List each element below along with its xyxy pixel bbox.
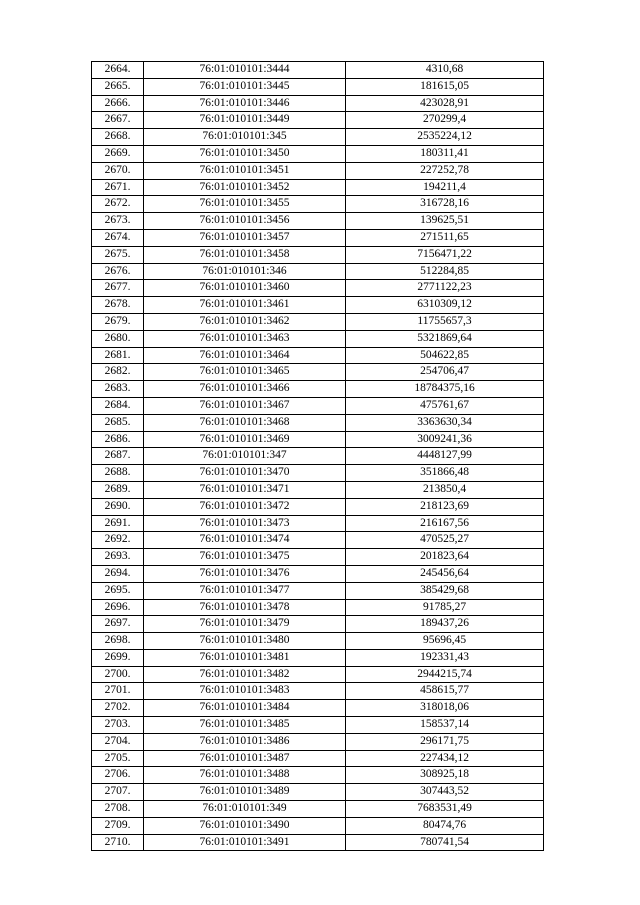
- cadastral-number-cell: 76:01:010101:3488: [144, 767, 346, 784]
- value-cell: 181615,05: [346, 78, 544, 95]
- value-cell: 3009241,36: [346, 431, 544, 448]
- cadastral-number-cell: 76:01:010101:3485: [144, 717, 346, 734]
- table-row: [92, 465, 544, 482]
- row-number-cell: 2672.: [92, 196, 144, 213]
- value-cell: 201823,64: [346, 549, 544, 566]
- row-number-cell: 2702.: [92, 700, 144, 717]
- value-cell: 227434,12: [346, 750, 544, 767]
- table-row: [92, 213, 544, 230]
- table-row: [92, 565, 544, 582]
- cadastral-number-cell: 76:01:010101:345: [144, 129, 346, 146]
- cadastral-number-cell: 76:01:010101:3466: [144, 381, 346, 398]
- table-row: [92, 498, 544, 515]
- row-number-cell: 2693.: [92, 549, 144, 566]
- cadastral-number-cell: 76:01:010101:3451: [144, 162, 346, 179]
- cadastral-number-cell: 76:01:010101:3470: [144, 465, 346, 482]
- row-number-cell: 2668.: [92, 129, 144, 146]
- value-cell: 192331,43: [346, 649, 544, 666]
- value-cell: 180311,41: [346, 145, 544, 162]
- value-cell: 475761,67: [346, 397, 544, 414]
- value-cell: 4310,68: [346, 62, 544, 79]
- cadastral-number-cell: 76:01:010101:3452: [144, 179, 346, 196]
- table-row: [92, 95, 544, 112]
- cadastral-number-cell: 76:01:010101:3473: [144, 515, 346, 532]
- row-number-cell: 2671.: [92, 179, 144, 196]
- table-row: [92, 364, 544, 381]
- value-cell: 270299,4: [346, 112, 544, 129]
- value-cell: 308925,18: [346, 767, 544, 784]
- value-cell: 216167,56: [346, 515, 544, 532]
- cadastral-number-cell: 76:01:010101:3474: [144, 532, 346, 549]
- table-row: [92, 817, 544, 834]
- cadastral-number-cell: 76:01:010101:3476: [144, 565, 346, 582]
- row-number-cell: 2685.: [92, 414, 144, 431]
- row-number-cell: 2700.: [92, 666, 144, 683]
- cadastral-number-cell: 76:01:010101:3464: [144, 347, 346, 364]
- row-number-cell: 2690.: [92, 498, 144, 515]
- value-cell: 254706,47: [346, 364, 544, 381]
- cadastral-number-cell: 76:01:010101:3457: [144, 229, 346, 246]
- value-cell: 7683531,49: [346, 801, 544, 818]
- value-cell: 91785,27: [346, 599, 544, 616]
- row-number-cell: 2678.: [92, 297, 144, 314]
- row-number-cell: 2664.: [92, 62, 144, 79]
- row-number-cell: 2706.: [92, 767, 144, 784]
- row-number-cell: 2701.: [92, 683, 144, 700]
- row-number-cell: 2687.: [92, 448, 144, 465]
- cadastral-number-cell: 76:01:010101:3482: [144, 666, 346, 683]
- value-cell: 194211,4: [346, 179, 544, 196]
- cadastral-number-cell: 76:01:010101:3487: [144, 750, 346, 767]
- table-row: [92, 515, 544, 532]
- cadastral-number-cell: 76:01:010101:3446: [144, 95, 346, 112]
- cadastral-number-cell: 76:01:010101:3471: [144, 481, 346, 498]
- value-cell: 139625,51: [346, 213, 544, 230]
- table-row: [92, 616, 544, 633]
- table-row: [92, 649, 544, 666]
- cadastral-number-cell: 76:01:010101:3491: [144, 834, 346, 851]
- table-row: [92, 179, 544, 196]
- row-number-cell: 2674.: [92, 229, 144, 246]
- cadastral-number-cell: 76:01:010101:3444: [144, 62, 346, 79]
- value-cell: 316728,16: [346, 196, 544, 213]
- row-number-cell: 2692.: [92, 532, 144, 549]
- table-row: [92, 549, 544, 566]
- row-number-cell: 2673.: [92, 213, 144, 230]
- table-row: [92, 431, 544, 448]
- row-number-cell: 2680.: [92, 330, 144, 347]
- table-row: [92, 733, 544, 750]
- row-number-cell: 2709.: [92, 817, 144, 834]
- cadastral-number-cell: 76:01:010101:3479: [144, 616, 346, 633]
- value-cell: 351866,48: [346, 465, 544, 482]
- table-row: [92, 129, 544, 146]
- row-number-cell: 2695.: [92, 582, 144, 599]
- table-row: [92, 481, 544, 498]
- row-number-cell: 2697.: [92, 616, 144, 633]
- value-cell: 213850,4: [346, 481, 544, 498]
- cadastral-number-cell: 76:01:010101:3458: [144, 246, 346, 263]
- value-cell: 5321869,64: [346, 330, 544, 347]
- value-cell: 470525,27: [346, 532, 544, 549]
- row-number-cell: 2665.: [92, 78, 144, 95]
- row-number-cell: 2703.: [92, 717, 144, 734]
- cadastral-number-cell: 76:01:010101:347: [144, 448, 346, 465]
- row-number-cell: 2679.: [92, 313, 144, 330]
- cadastral-number-cell: 76:01:010101:3483: [144, 683, 346, 700]
- cadastral-number-cell: 76:01:010101:3475: [144, 549, 346, 566]
- table-row: [92, 599, 544, 616]
- table-row: [92, 582, 544, 599]
- row-number-cell: 2707.: [92, 784, 144, 801]
- value-cell: 11755657,3: [346, 313, 544, 330]
- cadastral-number-cell: 76:01:010101:3449: [144, 112, 346, 129]
- table-row: [92, 246, 544, 263]
- table-row: [92, 700, 544, 717]
- row-number-cell: 2670.: [92, 162, 144, 179]
- table-row: [92, 448, 544, 465]
- table-row: [92, 397, 544, 414]
- row-number-cell: 2710.: [92, 834, 144, 851]
- cadastral-number-cell: 76:01:010101:3472: [144, 498, 346, 515]
- row-number-cell: 2699.: [92, 649, 144, 666]
- row-number-cell: 2689.: [92, 481, 144, 498]
- value-cell: 227252,78: [346, 162, 544, 179]
- cadastral-number-cell: 76:01:010101:3484: [144, 700, 346, 717]
- value-cell: 512284,85: [346, 263, 544, 280]
- value-cell: 189437,26: [346, 616, 544, 633]
- table-row: [92, 229, 544, 246]
- value-cell: 307443,52: [346, 784, 544, 801]
- cadastral-number-cell: 76:01:010101:3456: [144, 213, 346, 230]
- value-cell: 7156471,22: [346, 246, 544, 263]
- value-cell: 2944215,74: [346, 666, 544, 683]
- table-row: [92, 750, 544, 767]
- value-cell: 4448127,99: [346, 448, 544, 465]
- cadastral-number-cell: 76:01:010101:349: [144, 801, 346, 818]
- value-cell: 423028,91: [346, 95, 544, 112]
- cadastral-number-cell: 76:01:010101:3467: [144, 397, 346, 414]
- cadastral-value-table: [91, 61, 544, 851]
- table-row: [92, 666, 544, 683]
- value-cell: 6310309,12: [346, 297, 544, 314]
- table-row: [92, 633, 544, 650]
- table-row: [92, 162, 544, 179]
- cadastral-number-cell: 76:01:010101:3461: [144, 297, 346, 314]
- table-row: [92, 801, 544, 818]
- row-number-cell: 2698.: [92, 633, 144, 650]
- row-number-cell: 2675.: [92, 246, 144, 263]
- value-cell: 158537,14: [346, 717, 544, 734]
- value-cell: 780741,54: [346, 834, 544, 851]
- table-row: [92, 145, 544, 162]
- value-cell: 18784375,16: [346, 381, 544, 398]
- row-number-cell: 2667.: [92, 112, 144, 129]
- table-row: [92, 196, 544, 213]
- row-number-cell: 2688.: [92, 465, 144, 482]
- row-number-cell: 2681.: [92, 347, 144, 364]
- row-number-cell: 2686.: [92, 431, 144, 448]
- cadastral-number-cell: 76:01:010101:3478: [144, 599, 346, 616]
- table-row: [92, 683, 544, 700]
- value-cell: 218123,69: [346, 498, 544, 515]
- table-row: [92, 297, 544, 314]
- table-row: [92, 414, 544, 431]
- value-cell: 458615,77: [346, 683, 544, 700]
- value-cell: 245456,64: [346, 565, 544, 582]
- value-cell: 296171,75: [346, 733, 544, 750]
- value-cell: 318018,06: [346, 700, 544, 717]
- row-number-cell: 2677.: [92, 280, 144, 297]
- row-number-cell: 2704.: [92, 733, 144, 750]
- table-row: [92, 532, 544, 549]
- row-number-cell: 2705.: [92, 750, 144, 767]
- cadastral-number-cell: 76:01:010101:3450: [144, 145, 346, 162]
- row-number-cell: 2708.: [92, 801, 144, 818]
- value-cell: 271511,65: [346, 229, 544, 246]
- table-row: [92, 347, 544, 364]
- table-body: [92, 62, 544, 851]
- cadastral-number-cell: 76:01:010101:3481: [144, 649, 346, 666]
- row-number-cell: 2684.: [92, 397, 144, 414]
- table-row: [92, 62, 544, 79]
- cadastral-number-cell: 76:01:010101:3477: [144, 582, 346, 599]
- cadastral-number-cell: 76:01:010101:3486: [144, 733, 346, 750]
- table-row: [92, 78, 544, 95]
- cadastral-number-cell: 76:01:010101:3455: [144, 196, 346, 213]
- value-cell: 95696,45: [346, 633, 544, 650]
- value-cell: 2771122,23: [346, 280, 544, 297]
- cadastral-number-cell: 76:01:010101:3468: [144, 414, 346, 431]
- table-row: [92, 263, 544, 280]
- table-row: [92, 280, 544, 297]
- row-number-cell: 2669.: [92, 145, 144, 162]
- table-row: [92, 717, 544, 734]
- row-number-cell: 2676.: [92, 263, 144, 280]
- cadastral-number-cell: 76:01:010101:3462: [144, 313, 346, 330]
- cadastral-number-cell: 76:01:010101:3460: [144, 280, 346, 297]
- row-number-cell: 2694.: [92, 565, 144, 582]
- table-row: [92, 313, 544, 330]
- table-row: [92, 381, 544, 398]
- cadastral-number-cell: 76:01:010101:3469: [144, 431, 346, 448]
- row-number-cell: 2691.: [92, 515, 144, 532]
- table-row: [92, 767, 544, 784]
- cadastral-number-cell: 76:01:010101:3463: [144, 330, 346, 347]
- row-number-cell: 2683.: [92, 381, 144, 398]
- row-number-cell: 2696.: [92, 599, 144, 616]
- value-cell: 80474,76: [346, 817, 544, 834]
- table-row: [92, 330, 544, 347]
- value-cell: 3363630,34: [346, 414, 544, 431]
- cadastral-number-cell: 76:01:010101:3465: [144, 364, 346, 381]
- table-row: [92, 784, 544, 801]
- cadastral-number-cell: 76:01:010101:3480: [144, 633, 346, 650]
- row-number-cell: 2682.: [92, 364, 144, 381]
- value-cell: 504622,85: [346, 347, 544, 364]
- value-cell: 2535224,12: [346, 129, 544, 146]
- cadastral-number-cell: 76:01:010101:346: [144, 263, 346, 280]
- cadastral-number-cell: 76:01:010101:3489: [144, 784, 346, 801]
- value-cell: 385429,68: [346, 582, 544, 599]
- table-row: [92, 834, 544, 851]
- table-row: [92, 112, 544, 129]
- row-number-cell: 2666.: [92, 95, 144, 112]
- cadastral-number-cell: 76:01:010101:3490: [144, 817, 346, 834]
- cadastral-number-cell: 76:01:010101:3445: [144, 78, 346, 95]
